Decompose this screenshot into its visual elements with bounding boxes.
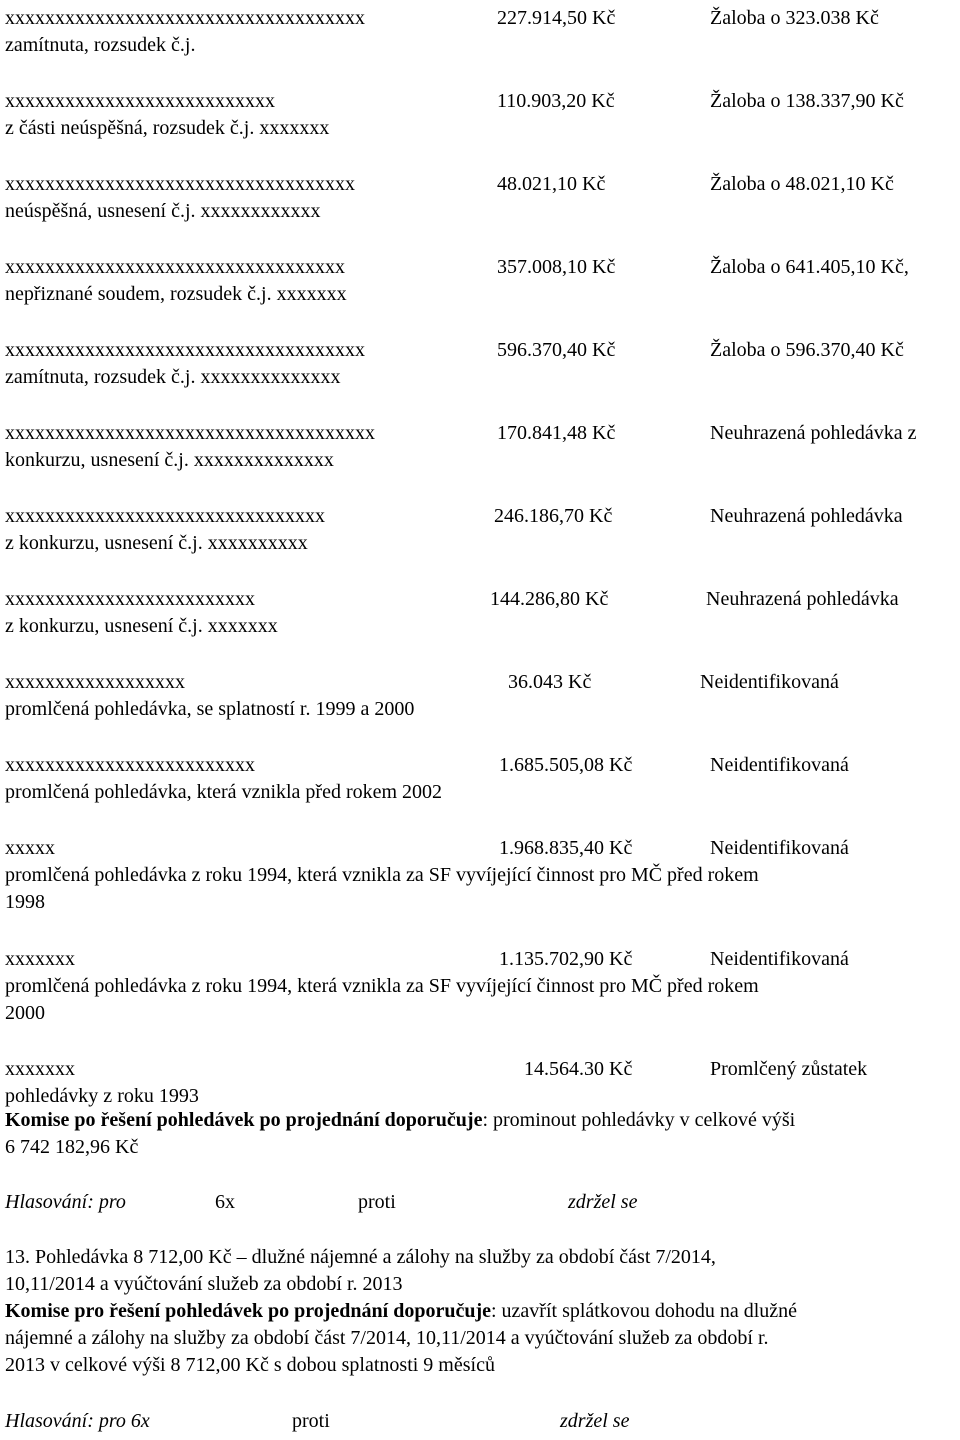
entry-debtor: xxxxxxxxxxxxxxxxxx <box>5 671 185 693</box>
recommendation-1-amount: 6 742 182,96 Kč <box>5 1136 139 1158</box>
entry-detail-continued: 1998 <box>5 891 45 913</box>
vote-2-abstain: zdržel se <box>560 1410 630 1432</box>
recommendation-1 <box>5 1107 795 1134</box>
entry-detail: z konkurzu, usnesení č.j. xxxxxxx <box>5 615 278 637</box>
entry-note: Neidentifikovaná <box>700 671 839 693</box>
recommendation-2-line-3: 2013 v celkové výši 8 712,00 Kč s dobou splatnosti 9 měsíců <box>5 1354 495 1376</box>
recommendation-2-heading: Komise pro řešení pohledávek po projednání doporučuje <box>5 1300 491 1322</box>
item-13-line-1: 13. Pohledávka 8 712,00 Kč – dlužné nájemné a zálohy na služby za období část 7/2014, <box>5 1246 716 1268</box>
entry-detail: z části neúspěšná, rozsudek č.j. xxxxxxx <box>5 117 330 139</box>
entry-amount: 1.135.702,90 Kč <box>499 948 633 970</box>
vote-2-against: proti <box>292 1410 330 1432</box>
recommendation-1-text: : prominout pohledávky v celkové výši <box>482 1109 796 1131</box>
vote-2-label: Hlasování: pro 6x <box>5 1410 150 1432</box>
entry-detail: nepřiznané soudem, rozsudek č.j. xxxxxxx <box>5 283 347 305</box>
entry-amount: 14.564.30 Kč <box>524 1058 633 1080</box>
entry-amount: 227.914,50 Kč <box>497 7 616 29</box>
entry-detail: zamítnuta, rozsudek č.j. <box>5 34 196 56</box>
entry-detail: promlčená pohledávka, která vznikla před rokem 2002 <box>5 781 443 803</box>
entry-note: Neuhrazená pohledávka <box>706 588 899 610</box>
entry-amount: 1.968.835,40 Kč <box>499 837 633 859</box>
vote-1-count: 6x <box>215 1191 235 1213</box>
entry-amount: 357.008,10 Kč <box>497 256 616 278</box>
entry-note: Neidentifikovaná <box>710 948 849 970</box>
entry-note: Žaloba o 138.337,90 Kč <box>710 90 904 112</box>
entry-note: Neidentifikovaná <box>710 837 849 859</box>
entry-note: Neuhrazená pohledávka z <box>710 422 917 444</box>
entry-debtor: xxxxxxx <box>5 1058 75 1080</box>
entry-note: Žaloba o 48.021,10 Kč <box>710 173 894 195</box>
entry-debtor: xxxxxxxxxxxxxxxxxxxxxxxxxxxxxxxxxxxx <box>5 339 365 361</box>
entry-note: Žaloba o 641.405,10 Kč, <box>710 256 909 278</box>
entry-note: Neidentifikovaná <box>710 754 849 776</box>
entry-debtor: xxxxxxxxxxxxxxxxxxxxxxxxxxxxxxxx <box>5 505 325 527</box>
entry-amount: 36.043 Kč <box>508 671 592 693</box>
recommendation-2 <box>5 1298 797 1325</box>
vote-1-label: Hlasování: pro <box>5 1191 126 1213</box>
entry-debtor: xxxxxxxxxxxxxxxxxxxxxxxxxxxxxxxxxxx <box>5 173 355 195</box>
entry-debtor: xxxxxxxxxxxxxxxxxxxxxxxxxxxxxxxxxx <box>5 256 345 278</box>
entry-detail: promlčená pohledávka z roku 1994, která vznikla za SF vyvíjející činnost pro MČ před rokem <box>5 864 759 886</box>
entry-amount: 246.186,70 Kč <box>494 505 613 527</box>
entry-amount: 596.370,40 Kč <box>497 339 616 361</box>
entry-amount: 1.685.505,08 Kč <box>499 754 633 776</box>
vote-1-against: proti <box>358 1191 396 1213</box>
entry-detail: pohledávky z roku 1993 <box>5 1085 199 1107</box>
entry-detail: z konkurzu, usnesení č.j. xxxxxxxxxx <box>5 532 308 554</box>
entry-debtor: xxxxxxx <box>5 948 75 970</box>
entry-detail: promlčená pohledávka z roku 1994, která vznikla za SF vyvíjející činnost pro MČ před rokem <box>5 975 759 997</box>
entry-debtor: xxxxxxxxxxxxxxxxxxxxxxxxx <box>5 754 255 776</box>
entry-detail: konkurzu, usnesení č.j. xxxxxxxxxxxxxx <box>5 449 334 471</box>
entry-amount: 144.286,80 Kč <box>490 588 609 610</box>
entry-debtor: xxxxx <box>5 837 55 859</box>
entry-debtor: xxxxxxxxxxxxxxxxxxxxxxxxxxx <box>5 90 275 112</box>
recommendation-2-line-2: nájemné a zálohy na služby za období část 7/2014, 10,11/2014 a vyúčtování služeb za období r. <box>5 1327 769 1349</box>
item-13-line-2: 10,11/2014 a vyúčtování služeb za období r. 2013 <box>5 1273 403 1295</box>
recommendation-1-heading: Komise po řešení pohledávek po projednání doporučuje <box>5 1109 483 1131</box>
entry-debtor: xxxxxxxxxxxxxxxxxxxxxxxxx <box>5 588 255 610</box>
entry-amount: 110.903,20 Kč <box>497 90 615 112</box>
entry-note: Promlčený zůstatek <box>710 1058 868 1080</box>
entry-note: Neuhrazená pohledávka <box>710 505 903 527</box>
entry-debtor: xxxxxxxxxxxxxxxxxxxxxxxxxxxxxxxxxxxx <box>5 7 365 29</box>
entry-detail: zamítnuta, rozsudek č.j. xxxxxxxxxxxxxx <box>5 366 341 388</box>
entry-detail-continued: 2000 <box>5 1002 45 1024</box>
vote-1-abstain: zdržel se <box>568 1191 638 1213</box>
entry-amount: 170.841,48 Kč <box>497 422 616 444</box>
entry-detail: neúspěšná, usnesení č.j. xxxxxxxxxxxx <box>5 200 321 222</box>
entry-debtor: xxxxxxxxxxxxxxxxxxxxxxxxxxxxxxxxxxxxx <box>5 422 375 444</box>
recommendation-2-text: : uzavřít splátkovou dohodu na dlužné <box>490 1300 798 1322</box>
entry-detail: promlčená pohledávka, se splatností r. 1999 a 2000 <box>5 698 415 720</box>
entry-note: Žaloba o 596.370,40 Kč <box>710 339 904 361</box>
entry-amount: 48.021,10 Kč <box>497 173 606 195</box>
entry-note: Žaloba o 323.038 Kč <box>710 7 879 29</box>
